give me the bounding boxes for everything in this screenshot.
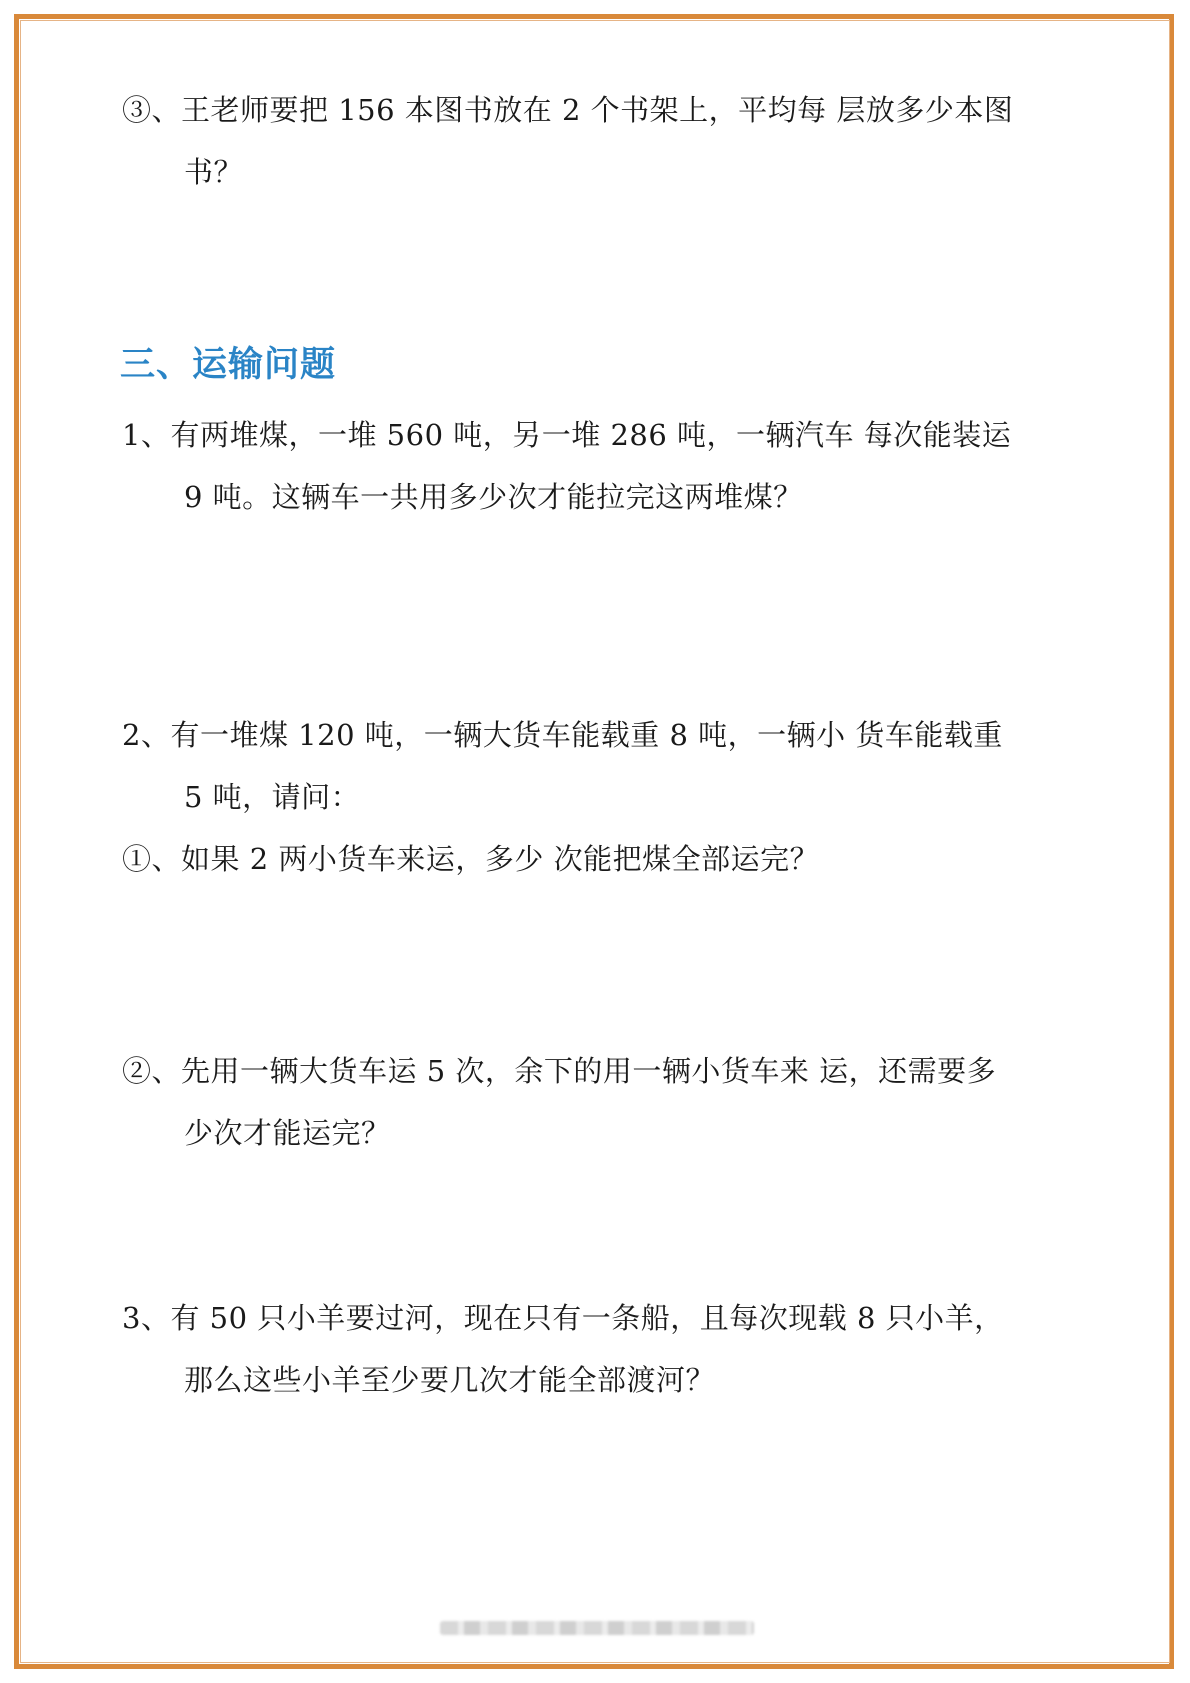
- section-heading: 三、运输问题: [120, 345, 337, 385]
- problem-2-coal-trucks: [122, 704, 1003, 828]
- problem-3-shelves: [122, 79, 1013, 203]
- blurred-watermark: [440, 1621, 754, 1635]
- problem-line: ③、王老师要把 156 本图书放在 2 个书架上，平均每 层放多少本图: [122, 93, 1014, 127]
- problem-2-subquestion-2: [122, 1040, 996, 1164]
- problem-2-subquestion-1: [122, 828, 819, 890]
- problem-1-coal-truck: [122, 404, 1011, 528]
- problem-line-continued: 9 吨。这辆车一共用多少次才能拉完这两堆煤？: [184, 480, 803, 514]
- problem-line: ①、如果 2 两小货车来运，多少 次能把煤全部运完？: [122, 842, 820, 876]
- problem-line: ②、先用一辆大货车运 5 次，余下的用一辆小货车来 运，还需要多: [122, 1054, 997, 1088]
- problem-line: 2、有一堆煤 120 吨，一辆大货车能载重 8 吨，一辆小 货车能载重: [122, 718, 1003, 752]
- problem-line: 1、有两堆煤，一堆 560 吨，另一堆 286 吨，一辆汽车 每次能装运: [122, 418, 1012, 452]
- problem-line-continued: 5 吨，请问：: [184, 780, 361, 814]
- problem-line-continued: 那么这些小羊至少要几次才能全部渡河？: [184, 1363, 716, 1397]
- problem-line-continued: 少次才能运完？: [184, 1116, 391, 1150]
- problem-line: 3、有 50 只小羊要过河，现在只有一条船，且每次现载 8 只小羊，: [122, 1301, 1004, 1335]
- problem-line-continued: 书？: [184, 155, 244, 189]
- problem-3-sheep-boat: [122, 1287, 1004, 1411]
